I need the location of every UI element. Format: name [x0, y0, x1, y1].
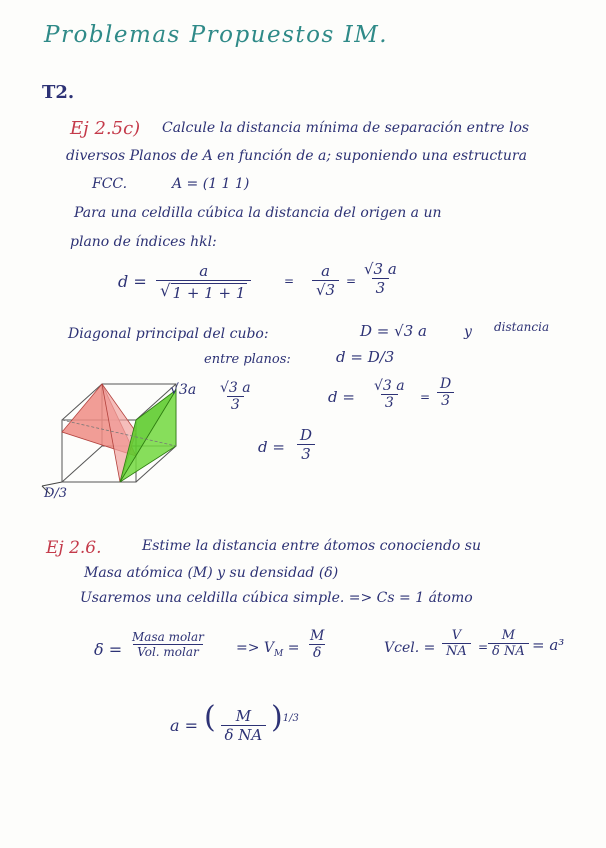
section-label: T2.	[42, 82, 75, 103]
sqrt-body: 1 + 1 + 1	[172, 284, 246, 302]
exercise-26-label: Ej 2.6.	[46, 538, 102, 558]
a-expression: ( $\frac{M}{\text{δ NA}}$ )$^{1/3}$	[204, 700, 299, 744]
fraction-num: M	[235, 707, 252, 725]
ex25-statement-3: FCC.	[92, 176, 128, 192]
arrow-vm	[236, 640, 299, 659]
equals-3: =	[420, 390, 431, 404]
ex25-text-2: plano de índices hkl:	[70, 234, 217, 250]
diagonal-y: y	[464, 324, 472, 340]
fraction-den: √3	[312, 280, 339, 299]
delta-symbol: δ =	[94, 640, 123, 659]
ex25-a-definition: A = (1 1 1)	[172, 176, 250, 192]
fraction-a-over-sqrt	[156, 262, 251, 302]
fraction-root3a-over-3	[360, 260, 401, 297]
fraction-den: 3	[372, 278, 390, 297]
d-fraction-2	[436, 376, 455, 409]
fraction-den: δ NA	[221, 725, 267, 744]
density-fraction	[128, 630, 208, 659]
exercise-25-label: Ej 2.5c)	[70, 118, 141, 139]
fraction-num: V	[451, 628, 462, 643]
diagonal-d: d = D/3	[336, 348, 395, 366]
cube-dimension-label: D/3	[44, 486, 68, 501]
fraction-den: 3	[297, 444, 315, 463]
diagonal-distancia: distancia	[494, 320, 550, 334]
fraction-num: Masa molar	[132, 630, 204, 644]
d-symbol: d =	[118, 272, 147, 291]
page-title: Problemas Propuestos IM.	[44, 22, 389, 48]
fraction-num: √3 a	[374, 378, 405, 394]
fraction-num: D	[440, 376, 452, 392]
diagonal-D: D = √3 a	[360, 322, 427, 340]
ex26-text-1: Usaremos una celdilla cúbica simple. => Cs = 1 átomo	[80, 590, 473, 606]
d3-fraction	[296, 426, 316, 463]
fraction-num: M	[501, 628, 516, 643]
fraction-den: Vol. molar	[133, 644, 203, 659]
d-equals-label: d =	[328, 388, 355, 406]
d3-label: d =	[258, 438, 285, 456]
diagonal-text-2: entre planos:	[204, 352, 291, 367]
vm-fraction	[306, 628, 328, 661]
vcel-fraction-1	[442, 628, 471, 659]
ex26-statement-2: Masa atómica (M) y su densidad (δ)	[84, 565, 339, 581]
cube-fraction	[216, 380, 255, 413]
fraction-a-over-root3	[312, 262, 339, 299]
equals-2: =	[346, 274, 357, 288]
diagonal-text: Diagonal principal del cubo:	[68, 326, 269, 342]
sub-m: M	[274, 648, 284, 659]
equals-vm: =	[287, 640, 300, 656]
fraction-num: a	[199, 262, 209, 280]
d-fraction-1	[370, 378, 409, 411]
cube-root3a-label: √3a	[170, 382, 197, 398]
fraction-den: 3	[227, 396, 244, 413]
equals-1: =	[284, 274, 295, 288]
fraction-num: √3 a	[220, 380, 251, 396]
vcel-fraction-2	[488, 628, 529, 659]
ex25-text-1: Para una celdilla cúbica la distancia del origen a un	[74, 205, 442, 221]
arrow-text: => V	[236, 640, 275, 656]
fraction-den: NA	[442, 643, 471, 659]
fraction-num: M	[310, 628, 325, 644]
fraction-den: 3	[437, 392, 454, 409]
exponent: 1/3	[282, 713, 299, 724]
a-label: a =	[170, 716, 199, 735]
fraction-den: δ NA	[488, 643, 529, 659]
ex25-statement-2: diversos Planos de A en función de a; suponiendo una estructura	[66, 148, 527, 164]
equals-vcel: =	[478, 640, 489, 654]
ex25-statement-1: Calcule la distancia mínima de separación entre los	[162, 120, 530, 136]
fraction-den: √ 1 + 1 + 1	[156, 280, 251, 302]
fraction-num: a	[321, 262, 331, 280]
fraction-den: 3	[381, 394, 398, 411]
fraction-num: √3 a	[364, 260, 397, 278]
ex26-statement-1: Estime la distancia entre átomos conociendo su	[142, 538, 481, 554]
fraction-den: δ	[309, 644, 325, 661]
equals-a-cubed: = a³	[532, 636, 565, 654]
fraction-num: D	[300, 426, 313, 444]
vcel-label: Vcel. =	[384, 640, 436, 656]
